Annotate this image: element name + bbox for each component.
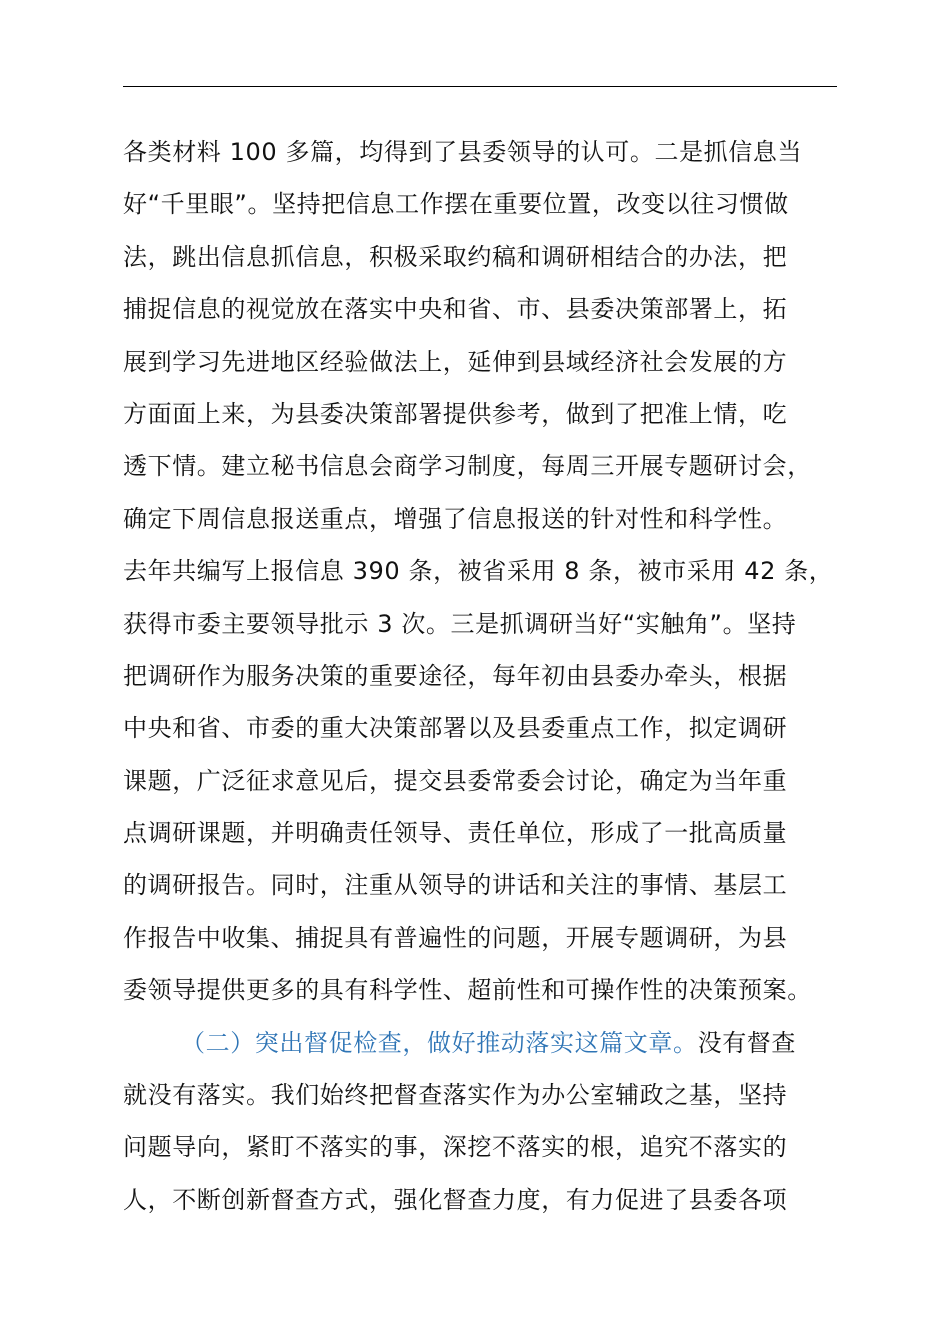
text-line: 捕捉信息的视觉放在落实中央和省、市、县委决策部署上，拓 (123, 295, 788, 324)
section-heading-tail: 没有督查 (697, 1028, 797, 1057)
header-rule (123, 86, 837, 87)
text-line: 就没有落实。我们始终把督查落实作为办公室辅政之基，坚持 (123, 1081, 788, 1110)
text-line: 去年共编写上报信息 390 条，被省采用 8 条，被市采用 42 条， (123, 557, 834, 586)
text-line: 把调研作为服务决策的重要途径，每年初由县委办牵头，根据 (123, 661, 788, 690)
text-line: 展到学习先进地区经验做法上，延伸到县域经济社会发展的方 (123, 347, 788, 376)
text-line: 的调研报告。同时，注重从领导的讲话和关注的事情、基层工 (123, 871, 788, 900)
text-line: 问题导向，紧盯不落实的事，深挖不落实的根，追究不落实的 (123, 1133, 788, 1162)
text-line: 各类材料 100 多篇，均得到了县委领导的认可。二是抓信息当 (123, 138, 803, 166)
text-line: 课题，广泛征求意见后，提交县委常委会讨论，确定为当年重 (123, 766, 788, 795)
text-line: 中央和省、市委的重大决策部署以及县委重点工作，拟定调研 (123, 714, 788, 743)
text-line: 获得市委主要领导批示 3 次。三是抓调研当好“实触角”。坚持 (123, 609, 797, 638)
body-text (123, 126, 883, 1226)
text-line: 人，不断创新督查方式，强化督查力度，有力促进了县委各项 (123, 1185, 788, 1214)
text-line: 作报告中收集、捕捉具有普遍性的问题，开展专题调研，为县 (123, 923, 788, 952)
text-line: 方面面上来，为县委决策部署提供参考，做到了把准上情，吃 (123, 399, 788, 428)
text-line: 委领导提供更多的具有科学性、超前性和可操作性的决策预案。 (123, 976, 812, 1005)
text-line: 法，跳出信息抓信息，积极采取约稿和调研相结合的办法，把 (123, 242, 788, 271)
text-line: 透下情。建立秘书信息会商学习制度，每周三开展专题研讨会， (123, 452, 812, 481)
text-line: 点调研课题，并明确责任领导、责任单位，形成了一批高质量 (123, 819, 788, 848)
section-heading-line (123, 1017, 883, 1069)
text-line: 确定下周信息报送重点，增强了信息报送的针对性和科学性。 (123, 504, 788, 533)
section-heading: （二）突出督促检查，做好推动落实这篇文章。 (181, 1028, 698, 1057)
text-line: 好“千里眼”。坚持把信息工作摆在重要位置，改变以往习惯做 (123, 190, 789, 219)
